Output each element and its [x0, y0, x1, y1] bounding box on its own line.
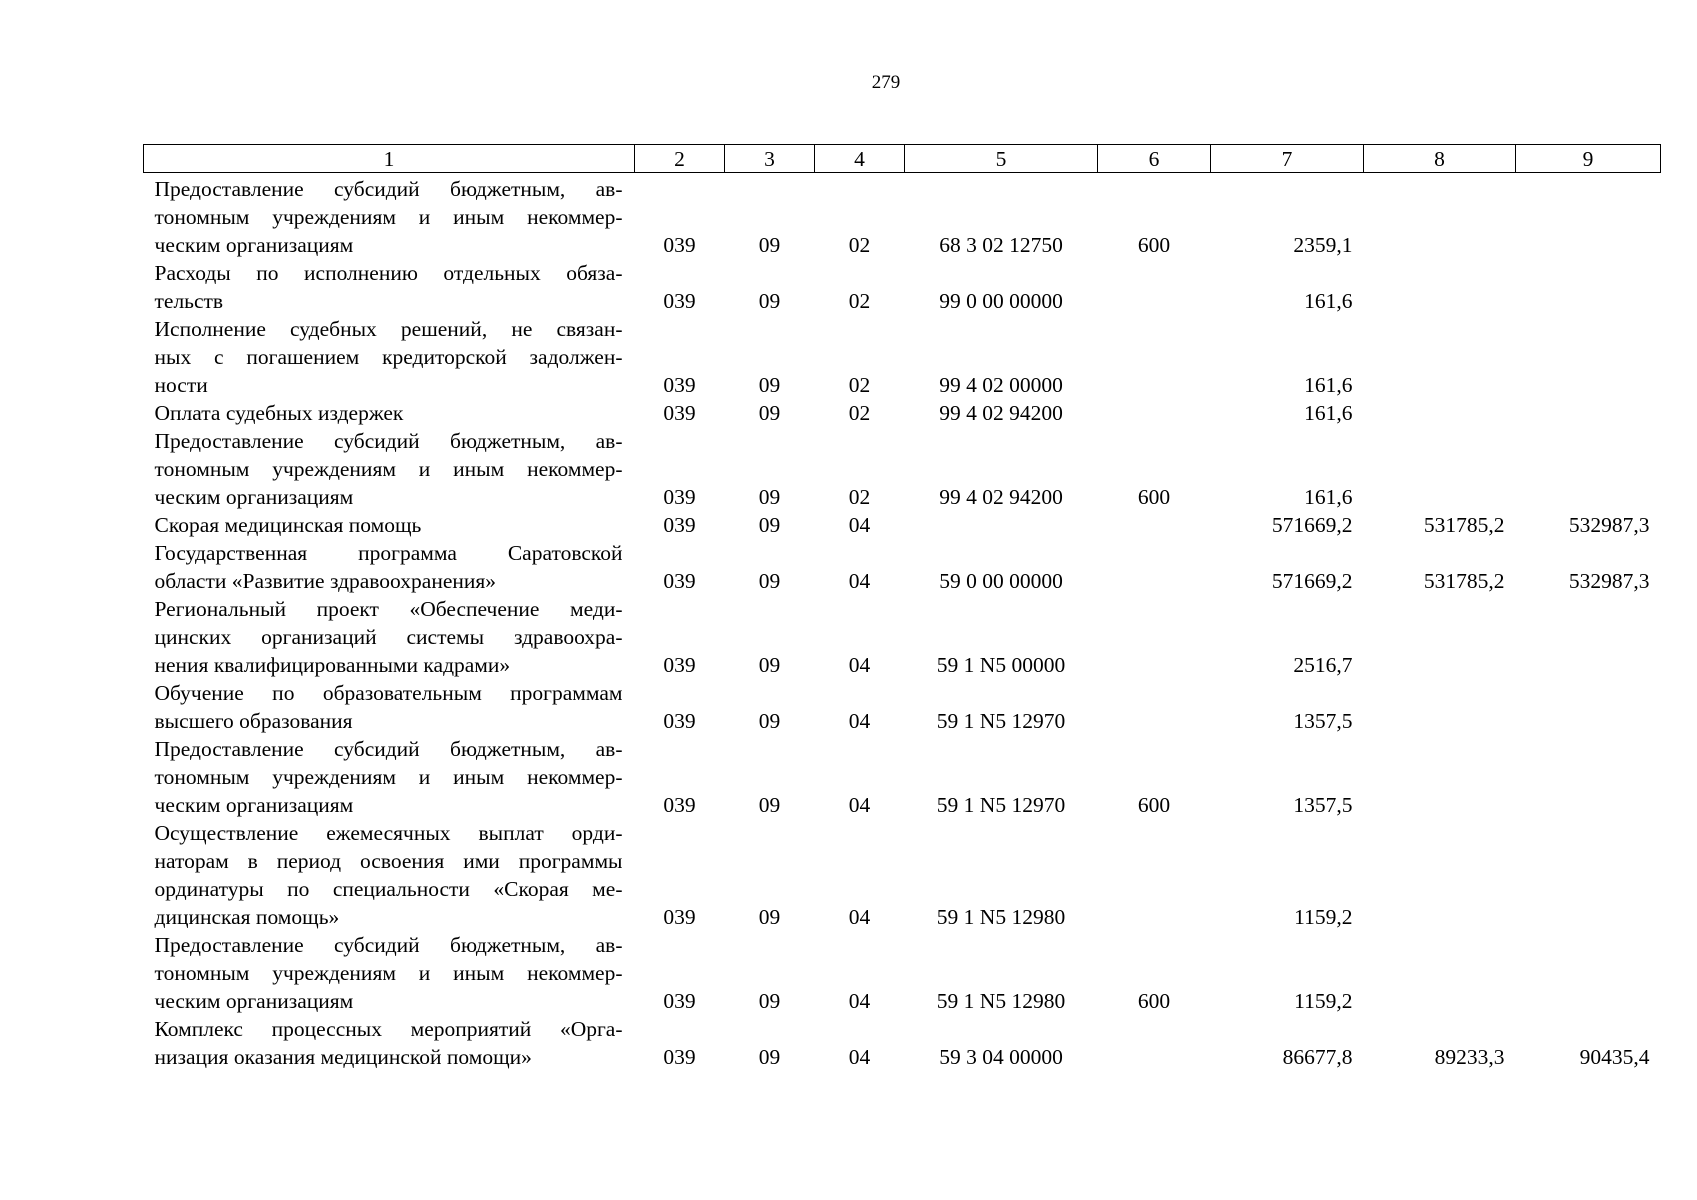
cell-section: 09	[758, 373, 781, 397]
cell-ministry-code: 039	[663, 569, 696, 593]
cell-subsection: 04	[848, 709, 871, 733]
cell-ministry-code: 039	[663, 485, 696, 509]
table-row	[144, 819, 1661, 931]
cell-target-article: 59 3 04 00000	[939, 1045, 1063, 1069]
cell-item-name	[144, 173, 635, 260]
cell-item-name	[144, 931, 635, 1015]
cell-amount-col8	[1364, 679, 1516, 735]
cell-amount-col7: 1357,5	[1293, 709, 1353, 733]
cell-subsection: 04	[848, 793, 871, 817]
table-row	[144, 315, 1661, 399]
cell-subsection: 02	[848, 233, 871, 257]
cell-subsection: 02	[848, 373, 871, 397]
item-name-line: Комплекс процессных мероприятий «Орга-	[154, 1017, 623, 1041]
cell-expense-type	[1098, 399, 1211, 427]
item-name-line: ческим организациям	[154, 233, 354, 257]
item-name-line: тономным учреждениям и иным некоммер-	[154, 961, 623, 985]
cell-ministry-code: 039	[663, 989, 696, 1013]
item-name-line: Предоставление субсидий бюджетным, ав-	[154, 429, 623, 453]
cell-amount-col9	[1516, 399, 1661, 427]
cell-section: 09	[758, 233, 781, 257]
cell-section: 09	[758, 513, 781, 537]
cell-target-article: 59 1 N5 12970	[936, 793, 1066, 817]
cell-amount-col7: 571669,2	[1271, 513, 1353, 537]
cell-amount-col7: 161,6	[1304, 485, 1353, 509]
item-name-line: нения квалифицированными кадрами»	[154, 653, 511, 677]
cell-subsection: 04	[848, 1045, 871, 1069]
cell-amount-col8: 89233,3	[1434, 1045, 1505, 1069]
cell-target-article: 99 4 02 94200	[939, 401, 1063, 425]
cell-ministry-code: 039	[663, 793, 696, 817]
header-col-4: 4	[815, 145, 905, 173]
cell-amount-col9: 532987,3	[1568, 513, 1650, 537]
cell-amount-col8	[1364, 735, 1516, 819]
item-name-line: тономным учреждениям и иным некоммер-	[154, 457, 623, 481]
header-col-2: 2	[635, 145, 725, 173]
cell-amount-col9	[1516, 595, 1661, 679]
header-col-3: 3	[725, 145, 815, 173]
cell-ministry-code: 039	[663, 653, 696, 677]
cell-expense-type	[1098, 1015, 1211, 1071]
table-row	[144, 595, 1661, 679]
cell-expense-type: 600	[1137, 793, 1171, 817]
cell-ministry-code: 039	[663, 709, 696, 733]
cell-amount-col7: 86677,8	[1282, 1045, 1353, 1069]
cell-amount-col8	[1364, 819, 1516, 931]
table-body	[144, 173, 1661, 1072]
cell-item-name	[144, 539, 635, 595]
budget-table	[143, 144, 1661, 1071]
item-name-line: низация оказания медицинской помощи»	[154, 1045, 532, 1069]
cell-item-name	[144, 1015, 635, 1071]
table-row	[144, 735, 1661, 819]
cell-amount-col7: 2516,7	[1293, 653, 1353, 677]
cell-amount-col8	[1364, 399, 1516, 427]
cell-target-article: 99 0 00 00000	[939, 289, 1063, 313]
item-name-line: Обучение по образовательным программам	[154, 681, 623, 705]
item-name-line: цинских организаций системы здравоохра-	[154, 625, 623, 649]
cell-amount-col9	[1516, 427, 1661, 511]
cell-expense-type	[1098, 259, 1211, 315]
item-name-line: высшего образования	[154, 709, 353, 733]
cell-section: 09	[758, 401, 781, 425]
cell-target-article: 99 4 02 00000	[939, 373, 1063, 397]
cell-expense-type: 600	[1137, 233, 1171, 257]
table-header	[144, 145, 1661, 173]
item-name-line: ческим организациям	[154, 989, 354, 1013]
table-row	[144, 259, 1661, 315]
cell-amount-col9: 532987,3	[1568, 569, 1650, 593]
cell-section: 09	[758, 989, 781, 1013]
cell-amount-col7: 161,6	[1304, 289, 1353, 313]
cell-ministry-code: 039	[663, 401, 696, 425]
item-name-line: Предоставление субсидий бюджетным, ав-	[154, 933, 623, 957]
table-row	[144, 539, 1661, 595]
cell-item-name	[144, 259, 635, 315]
cell-amount-col9	[1516, 173, 1661, 260]
item-name-line: Государственная программа Саратовской	[154, 541, 623, 565]
cell-amount-col7: 1357,5	[1293, 793, 1353, 817]
table-row	[144, 1015, 1661, 1071]
item-name-line: Осуществление ежемесячных выплат орди-	[154, 821, 623, 845]
cell-subsection: 04	[848, 905, 871, 929]
cell-ministry-code: 039	[663, 513, 696, 537]
item-name-line: Расходы по исполнению отдельных обяза-	[154, 261, 623, 285]
cell-amount-col8: 531785,2	[1423, 513, 1505, 537]
cell-subsection: 04	[848, 513, 871, 537]
cell-section: 09	[758, 793, 781, 817]
cell-amount-col8	[1364, 595, 1516, 679]
cell-item-name	[144, 595, 635, 679]
cell-amount-col7: 161,6	[1304, 373, 1353, 397]
item-name-line: ческим организациям	[154, 793, 354, 817]
cell-amount-col8	[1364, 315, 1516, 399]
cell-amount-col7: 1159,2	[1294, 905, 1353, 929]
header-row	[144, 145, 1661, 173]
table-row	[144, 173, 1661, 260]
cell-amount-col7: 1159,2	[1294, 989, 1353, 1013]
table-row	[144, 679, 1661, 735]
cell-expense-type: 600	[1137, 989, 1171, 1013]
table-row	[144, 931, 1661, 1015]
cell-amount-col8	[1364, 259, 1516, 315]
cell-amount-col9: 90435,4	[1579, 1045, 1650, 1069]
item-name-line: тономным учреждениям и иным некоммер-	[154, 765, 623, 789]
item-name-line: наторам в период освоения ими программы	[154, 849, 623, 873]
cell-item-name	[144, 427, 635, 511]
page-number: 279	[871, 72, 901, 93]
cell-amount-col7: 2359,1	[1293, 233, 1353, 257]
cell-target-article	[905, 511, 1098, 539]
item-name-line: Оплата судебных издержек	[154, 401, 404, 425]
cell-section: 09	[758, 485, 781, 509]
cell-section: 09	[758, 653, 781, 677]
cell-section: 09	[758, 1045, 781, 1069]
cell-ministry-code: 039	[663, 289, 696, 313]
item-name-line: дицинская помощь»	[154, 905, 340, 929]
cell-amount-col9	[1516, 259, 1661, 315]
cell-item-name	[144, 679, 635, 735]
table-row	[144, 511, 1661, 539]
item-name-line: Предоставление субсидий бюджетным, ав-	[154, 177, 623, 201]
cell-amount-col9	[1516, 315, 1661, 399]
cell-expense-type	[1098, 511, 1211, 539]
cell-amount-col9	[1516, 679, 1661, 735]
item-name-line: тономным учреждениям и иным некоммер-	[154, 205, 623, 229]
cell-amount-col7: 161,6	[1304, 401, 1353, 425]
cell-expense-type	[1098, 315, 1211, 399]
header-col-6: 6	[1098, 145, 1211, 173]
cell-target-article: 59 1 N5 12980	[936, 905, 1066, 929]
header-col-9: 9	[1516, 145, 1661, 173]
cell-amount-col8	[1364, 427, 1516, 511]
header-col-5: 5	[905, 145, 1098, 173]
item-name-line: ординатуры по специальности «Скорая ме-	[154, 877, 623, 901]
cell-subsection: 02	[848, 485, 871, 509]
cell-target-article: 59 0 00 00000	[939, 569, 1063, 593]
cell-ministry-code: 039	[663, 1045, 696, 1069]
cell-item-name	[144, 511, 635, 539]
cell-expense-type	[1098, 679, 1211, 735]
header-col-7: 7	[1211, 145, 1364, 173]
cell-item-name	[144, 399, 635, 427]
cell-amount-col9	[1516, 735, 1661, 819]
cell-amount-col8	[1364, 931, 1516, 1015]
item-name-line: Предоставление субсидий бюджетным, ав-	[154, 737, 623, 761]
cell-amount-col7: 571669,2	[1271, 569, 1353, 593]
cell-target-article: 59 1 N5 00000	[936, 653, 1066, 677]
header-col-8: 8	[1364, 145, 1516, 173]
item-name-line: ных с погашением кредиторской задолжен-	[154, 345, 623, 369]
cell-item-name	[144, 819, 635, 931]
cell-item-name	[144, 735, 635, 819]
cell-subsection: 02	[848, 401, 871, 425]
cell-section: 09	[758, 905, 781, 929]
cell-target-article: 99 4 02 94200	[939, 485, 1063, 509]
item-name-line: тельств	[154, 289, 224, 313]
cell-target-article: 59 1 N5 12970	[936, 709, 1066, 733]
cell-subsection: 04	[848, 569, 871, 593]
cell-target-article: 68 3 02 12750	[939, 233, 1063, 257]
cell-item-name	[144, 315, 635, 399]
cell-expense-type	[1098, 595, 1211, 679]
table-row	[144, 427, 1661, 511]
cell-subsection: 04	[848, 653, 871, 677]
cell-amount-col8: 531785,2	[1423, 569, 1505, 593]
item-name-line: Региональный проект «Обеспечение меди-	[154, 597, 623, 621]
cell-expense-type	[1098, 539, 1211, 595]
cell-ministry-code: 039	[663, 905, 696, 929]
cell-section: 09	[758, 709, 781, 733]
header-col-1: 1	[144, 145, 635, 173]
cell-amount-col9	[1516, 931, 1661, 1015]
item-name-line: ческим организациям	[154, 485, 354, 509]
item-name-line: Скорая медицинская помощь	[154, 513, 422, 537]
item-name-line: ности	[154, 373, 208, 397]
cell-subsection: 04	[848, 989, 871, 1013]
table-row	[144, 399, 1661, 427]
cell-amount-col9	[1516, 819, 1661, 931]
item-name-line: области «Развитие здравоохранения»	[154, 569, 497, 593]
cell-subsection: 02	[848, 289, 871, 313]
item-name-line: Исполнение судебных решений, не связан-	[154, 317, 623, 341]
cell-section: 09	[758, 289, 781, 313]
cell-expense-type: 600	[1137, 485, 1171, 509]
cell-ministry-code: 039	[663, 233, 696, 257]
cell-ministry-code: 039	[663, 373, 696, 397]
cell-expense-type	[1098, 819, 1211, 931]
cell-amount-col8	[1364, 173, 1516, 260]
cell-target-article: 59 1 N5 12980	[936, 989, 1066, 1013]
cell-section: 09	[758, 569, 781, 593]
